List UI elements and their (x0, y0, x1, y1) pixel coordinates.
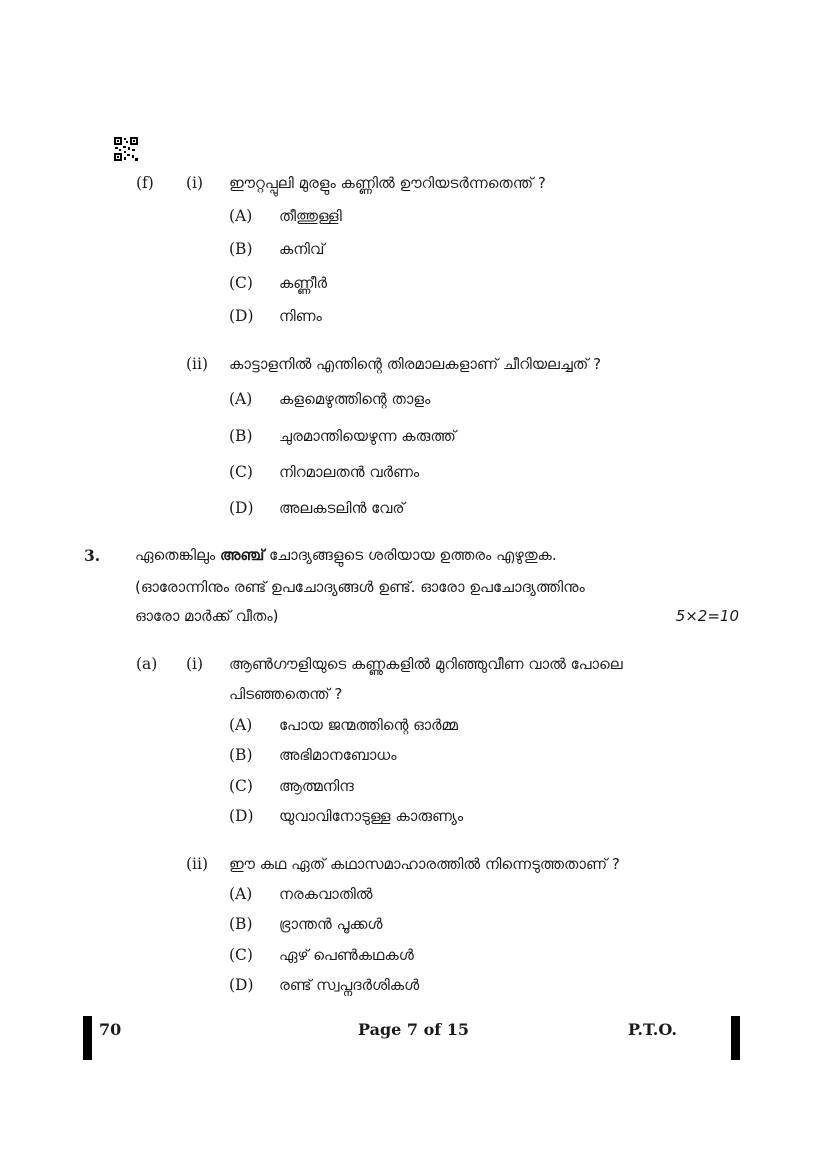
option-text: ആത്മനിന്ദ (279, 777, 354, 795)
subquestion-number: (ii) (186, 355, 209, 373)
option-letter: (A) (229, 716, 253, 734)
qr-code-icon (114, 137, 138, 161)
option-letter: (A) (229, 207, 253, 225)
option-letter: (B) (229, 240, 253, 258)
question-label-f: (f) (136, 174, 154, 192)
marks-allocation: 5×2=10 (675, 607, 739, 625)
subquestion-number: (i) (186, 174, 204, 192)
option-letter: (C) (229, 777, 253, 795)
option-text: കനിവ് (279, 240, 325, 258)
question-label-a: (a) (136, 655, 158, 673)
option-letter: (B) (229, 746, 253, 764)
option-letter: (D) (229, 807, 254, 825)
footer-left-bar (83, 1016, 92, 1060)
instruction-line-1 (135, 546, 557, 564)
instruction-text: ചോദ്യങ്ങളുടെ ശരിയായ ഉത്തരം എഴുതുക. (264, 546, 557, 564)
option-text: ഭ്രാന്തൻ പൂക്കൾ (279, 915, 383, 933)
instruction-line-3: ഓരോ മാർക്ക് വീതം) (135, 607, 279, 625)
option-letter: (A) (229, 390, 253, 408)
option-letter: (D) (229, 307, 254, 325)
option-letter: (C) (229, 274, 253, 292)
option-text: കണ്ണീർ (279, 274, 327, 292)
question-text: കാട്ടാളനിൽ എന്തിന്റെ തിരമാലകളാണ് ചീറിയലച്ചത് ? (229, 355, 602, 373)
question-text: ആൺഗൗളിയുടെ കണ്ണുകളിൽ മുറിഞ്ഞുവീണ വാൽ പോലെ (229, 655, 623, 673)
option-letter: (D) (229, 499, 254, 517)
option-text: രണ്ട് സ്വപ്നദർശികൾ (279, 976, 420, 994)
footer-right-bar (731, 1016, 740, 1060)
option-text: കളമെഴുത്തിന്റെ താളം (279, 390, 431, 408)
option-text: അഭിമാനബോധം (279, 746, 397, 764)
instruction-emphasis: അഞ്ച് (219, 546, 265, 564)
instruction-text: ഏതെങ്കിലും (135, 546, 220, 564)
option-letter: (D) (229, 976, 254, 994)
paper-code: 70 (99, 1020, 122, 1039)
option-text: ചുരമാന്തിയെഴുന്ന കരുത്ത് (279, 427, 456, 445)
option-letter: (C) (229, 946, 253, 964)
subquestion-number: (ii) (186, 855, 209, 873)
option-letter: (B) (229, 427, 253, 445)
option-text: നിണം (279, 307, 322, 325)
option-letter: (C) (229, 463, 253, 481)
page-number: Page 7 of 15 (358, 1020, 469, 1039)
subquestion-number: (i) (186, 655, 204, 673)
instruction-line-2: (ഓരോന്നിനും രണ്ട് ഉപചോദ്യങ്ങൾ ഉണ്ട്. ഓരോ ഉപചോദ്യത്തിനും (135, 578, 585, 596)
question-text: ഈ കഥ ഏത് കഥാസമാഹാരത്തിൽ നിന്നെടുത്തതാണ് ? (229, 855, 620, 873)
option-letter: (A) (229, 885, 253, 903)
question-text-continued: പിടഞ്ഞതെന്ത് ? (229, 685, 343, 703)
option-letter: (B) (229, 915, 253, 933)
option-text: അലകടലിൻ വേര് (279, 499, 405, 517)
option-text: തീത്തുള്ളി (279, 207, 342, 225)
option-text: ഏഴ് പെൺകഥകൾ (279, 946, 414, 964)
question-text: ഈറ്റപ്പുലി മുരളും കണ്ണിൽ ഊറിയടർന്നതെന്ത് ? (229, 174, 546, 192)
option-text: യുവാവിനോടുള്ള കാരുണ്യം (279, 807, 464, 825)
option-text: നരകവാതിൽ (279, 885, 373, 903)
question-number: 3. (84, 546, 101, 565)
page-turn-over: P.T.O. (628, 1020, 677, 1039)
option-text: നിറമാലതൻ വർണം (279, 463, 420, 481)
option-text: പോയ ജന്മത്തിന്റെ ഓർമ്മ (279, 716, 458, 734)
